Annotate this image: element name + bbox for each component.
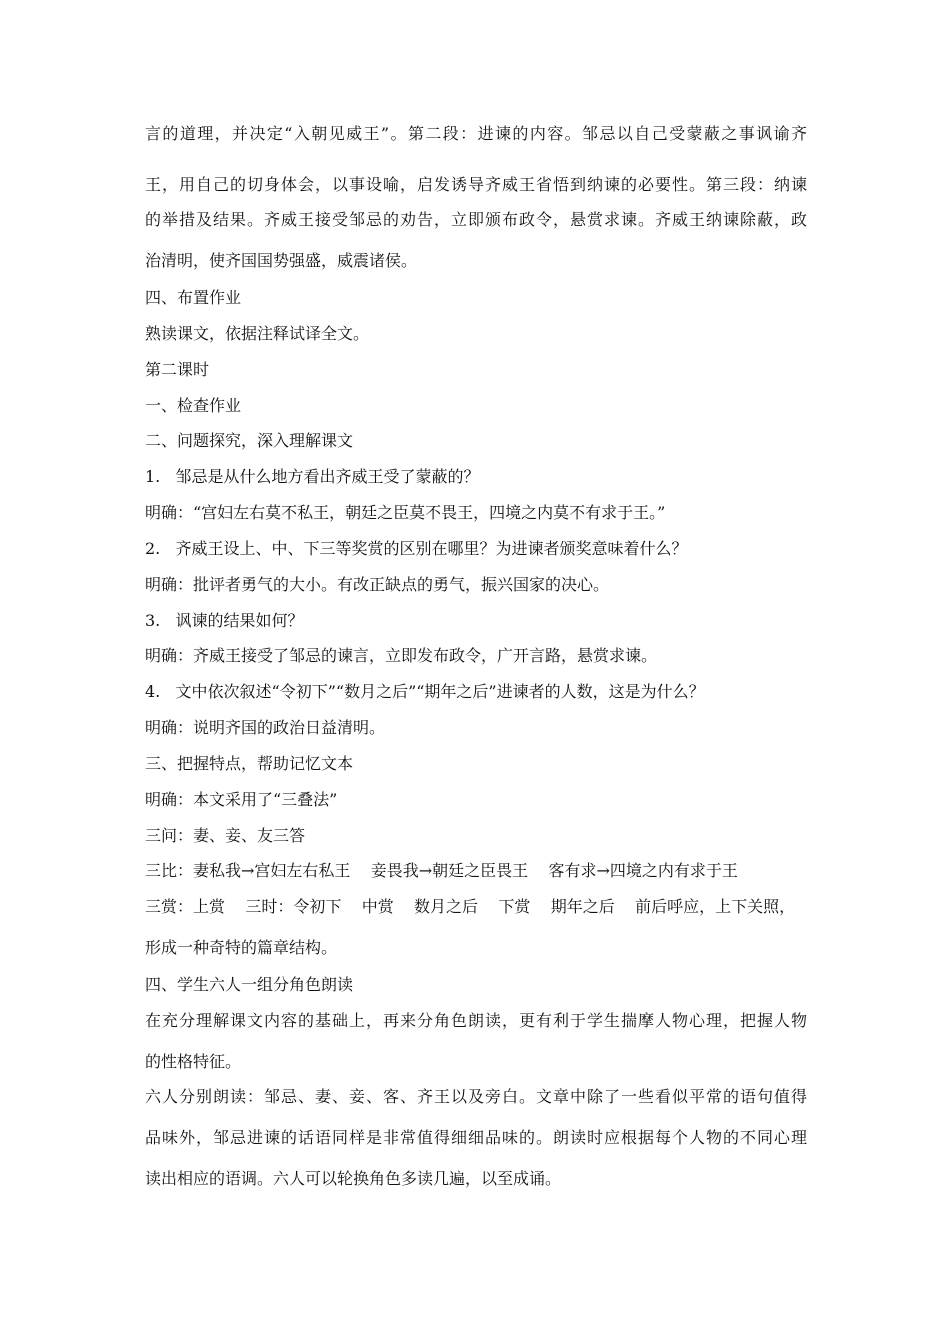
paragraph-line: 的性格特征。: [145, 1052, 242, 1071]
paragraph-line: 的举措及结果。齐威王接受邹忌的劝告，立即颁布政令，悬赏求谏。齐威王纳谏除蔽，政: [145, 210, 807, 229]
section-heading: 三、把握特点，帮助记忆文本: [145, 754, 354, 773]
section-heading: 四、学生六人一组分角色朗读: [145, 975, 354, 994]
question-item: 4. 文中依次叙述“令初下”“数月之后”“期年之后”进谏者的人数，这是为什么？: [145, 682, 705, 701]
question-item: 3. 讽谏的结果如何？: [145, 611, 304, 630]
answer-line: 明确：本文采用了“三叠法”: [145, 790, 338, 809]
paragraph-line: 三比：妻私我→宫妇左右私王 妾畏我→朝廷之臣畏王 客有求→四境之内有求于王: [145, 861, 738, 880]
answer-line: 明确：说明齐国的政治日益清明。: [145, 718, 386, 737]
paragraph-line: 品味外，邹忌进谏的话语同样是非常值得细细品味的。朗读时应根据每个人物的不同心理: [145, 1128, 807, 1147]
lesson-heading: 第二课时: [145, 360, 210, 379]
paragraph-line: 形成一种奇特的篇章结构。: [145, 938, 338, 957]
paragraph-line: 王，用自己的切身体会，以事设喻，启发诱导齐威王省悟到纳谏的必要性。第三段：纳谏: [145, 175, 807, 194]
paragraph-line: 三赏：上赏 三时：令初下 中赏 数月之后 下赏 期年之后 前后呼应，上下关照，: [145, 897, 796, 916]
paragraph-line: 读出相应的语调。六人可以轮换角色多读几遍，以至成诵。: [145, 1169, 562, 1188]
paragraph-line: 六人分别朗读：邹忌、妻、妾、客、齐王以及旁白。文章中除了一些看似平常的语句值得: [145, 1087, 807, 1106]
paragraph-line: 熟读课文，依据注释试译全文。: [145, 324, 370, 343]
section-heading: 二、问题探究，深入理解课文: [145, 431, 354, 450]
question-item: 1. 邹忌是从什么地方看出齐威王受了蒙蔽的？: [145, 467, 480, 486]
paragraph-line: 三问：妻、妾、友三答: [145, 826, 306, 845]
section-heading: 四、布置作业: [145, 288, 242, 307]
paragraph-line: 治清明，使齐国国势强盛，威震诸侯。: [145, 251, 418, 270]
question-item: 2. 齐威王设上、中、下三等奖赏的区别在哪里？为进谏者颁奖意味着什么？: [145, 539, 688, 558]
answer-line: 明确：批评者勇气的大小。有改正缺点的勇气，振兴国家的决心。: [145, 575, 610, 594]
paragraph-line: 言的道理，并决定“入朝见威王”。第二段：进谏的内容。邹忌以自己受蒙蔽之事讽谕齐: [145, 124, 807, 143]
answer-line: 明确：“宫妇左右莫不私王，朝廷之臣莫不畏王，四境之内莫不有求于王。”: [145, 503, 666, 522]
answer-line: 明确：齐威王接受了邹忌的谏言，立即发布政令，广开言路，悬赏求谏。: [145, 646, 658, 665]
section-heading: 一、检查作业: [145, 396, 242, 415]
paragraph-line: 在充分理解课文内容的基础上，再来分角色朗读，更有利于学生揣摩人物心理，把握人物: [145, 1011, 807, 1030]
